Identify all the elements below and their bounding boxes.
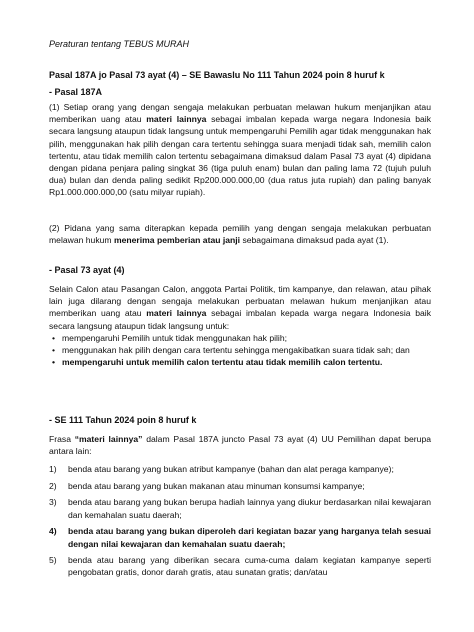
pasal-73-bullet-list <box>49 332 431 369</box>
emphasis-materi-lainnya: materi lainnya <box>146 114 207 125</box>
list-item <box>49 463 431 475</box>
item-number: 1) <box>49 464 57 474</box>
section-heading-pasal-73: - Pasal 73 ayat (4) <box>49 265 125 275</box>
item-text: benda atau barang yang bukan atribut kampanye (bahan dan alat peraga kampanye); <box>68 464 394 474</box>
list-item <box>49 480 431 492</box>
emphasis-materi-lainnya-quoted: “materi lainnya” <box>74 434 143 444</box>
item-text: benda atau barang yang bukan diperoleh dari kegiatan bazar yang harganya telah sesuai dengan nilai kewajaran dan kemahalan suatu daerah; <box>68 526 431 549</box>
list-item: • mempengaruhi Pemilih untuk tidak menggunakan hak pilih; <box>49 332 431 344</box>
item-text: benda atau barang yang bukan makanan atau minuman konsumsi kampanye; <box>68 480 365 491</box>
item-text: benda atau barang yang bukan berupa hadiah lainnya yang diukur berdasarkan nilai kewajaran dan kemahalan suatu daerah; <box>68 497 431 520</box>
main-heading: Pasal 187A jo Pasal 73 ayat (4) – SE Bawaslu No 111 Tahun 2024 poin 8 huruf k <box>49 70 385 80</box>
list-item: • mempengaruhi untuk memilih calon tertentu atau tidak memilih calon tertentu. <box>49 356 431 368</box>
paragraph-frasa-intro: Frasa “materi lainnya” dalam Pasal 187A juncto Pasal 73 ayat (4) UU Pemilihan dapat berupa antara lain: <box>49 434 431 457</box>
item-number: 2) <box>49 480 57 491</box>
item-text: benda atau barang yang diberikan secara cuma-cuma dalam kegiatan kampanye seperti pengobatan gratis, donor darah gratis, atau sunatan gratis; dan/atau <box>68 555 431 578</box>
list-item <box>49 525 431 549</box>
section-heading-pasal-187a: - Pasal 187A <box>49 87 103 97</box>
paragraph-187a-ayat-1: (1) Setiap orang yang dengan sengaja melakukan perbuatan melawan hukum menjanjikan atau memberikan uang atau materi lainnya sebagai imbalan kepada warga negara Indonesia baik secara langsung ataupun tidak langsung untuk mempengaruhi Pemilih agar tidak menggunakan hak pilih, menggunakan hak pilih dengan cara tertentu sehingga suara menjadi tidak sah, memilih calon tertentu, atau tidak memilih calon tertentu sebagaimana dimaksud dalam Pasal 73 ayat (4) dipidana dengan pidana penjara paling singkat 36 (tiga puluh enam) bulan dan paling lama 72 (tujuh puluh dua) bulan dan denda paling sedikit Rp200.000.000,00 (dua ratus juta rupiah) dan paling banyak Rp1.000.000.000,00 (satu milyar rupiah). <box>49 102 431 198</box>
list-item <box>49 554 431 578</box>
item-number: 5) <box>49 555 57 566</box>
paragraph-pasal-73: Selain Calon atau Pasangan Calon, anggota Partai Politik, tim kampanye, dan relawan, atau pihak lain juga dilarang dengan sengaja melakukan perbuatan melawan hukum menjanjikan atau memberikan uang atau materi lainnya sebagai imbalan kepada warga negara Indonesia baik secara langsung ataupun tidak langsung untuk: <box>49 284 431 331</box>
item-number: 4) <box>49 526 57 537</box>
list-item: • menggunakan hak pilih dengan cara tertentu sehingga mengakibatkan suara tidak sah; dan <box>49 344 431 356</box>
section-heading-se-111: - SE 111 Tahun 2024 poin 8 huruf k <box>49 415 197 425</box>
document-title: Peraturan tentang TEBUS MURAH <box>49 39 190 49</box>
paragraph-187a-ayat-2: (2) Pidana yang sama diterapkan kepada pemilih yang dengan sengaja melakukan perbuatan melawan hukum menerima pemberian atau janji sebagaimana dimaksud pada ayat (1). <box>49 223 431 246</box>
list-item <box>49 496 431 520</box>
item-number: 3) <box>49 497 57 508</box>
emphasis-materi-lainnya-2: materi lainnya <box>146 308 207 319</box>
materi-lainnya-list <box>49 463 431 583</box>
emphasis-menerima-pemberian: menerima pemberian atau janji <box>113 235 241 246</box>
